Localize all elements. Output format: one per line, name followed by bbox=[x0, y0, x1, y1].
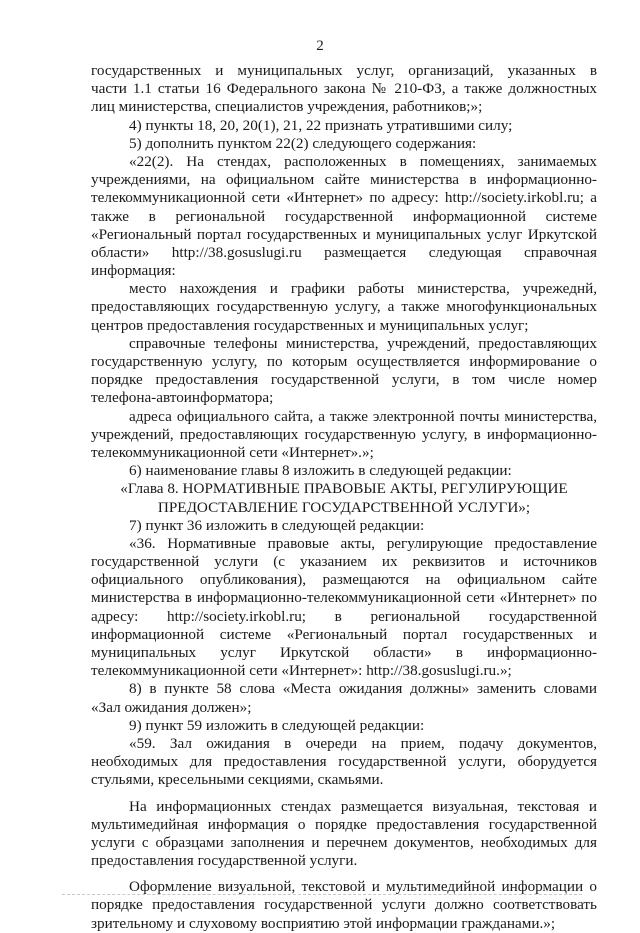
document-line: зрительному и слуховому восприятию этой информации гражданами.»; bbox=[91, 914, 556, 932]
document-body bbox=[91, 62, 597, 933]
document-line: министерства в информационно-телекоммуникационной сети «Интернет» по bbox=[91, 589, 597, 607]
document-line: информация: bbox=[91, 262, 176, 280]
document-line: 4) пункты 18, 20, 20(1), 21, 22 признать утратившими силу; bbox=[129, 116, 513, 134]
document-line: Оформление визуальной, текстовой и мультимедийной информации о bbox=[129, 878, 597, 896]
document-line: 6) наименование главы 8 изложить в следующей редакции: bbox=[129, 462, 512, 480]
document-line: телефона-автоинформатора; bbox=[91, 389, 274, 407]
document-line: также в региональной государственной информационной системе bbox=[91, 207, 597, 225]
document-line: «36. Нормативные правовые акты, регулирующие предоставление bbox=[129, 534, 597, 552]
document-line: официального опубликования), размещаются на официальном сайте bbox=[91, 571, 597, 589]
document-line: лиц министерства, специалистов учреждения, работников;»; bbox=[91, 98, 483, 116]
document-line: адреса официального сайта, а также электронной почты министерства, bbox=[129, 407, 597, 425]
document-line: части 1.1 статьи 16 Федерального закона № 210-ФЗ, а также должностных bbox=[91, 80, 597, 98]
document-line: место нахождения и графики работы министерства, учрежеднй, bbox=[129, 280, 597, 298]
document-line: 5) дополнить пунктом 22(2) следующего содержания: bbox=[129, 134, 477, 152]
document-line: государственной услуги (с указанием их реквизитов и источников bbox=[91, 553, 597, 571]
document-line: На информационных стендах размещается визуальная, текстовая и bbox=[129, 797, 597, 815]
document-line: необходимых для предоставления государственной услуги, оборудуется bbox=[91, 753, 597, 771]
document-line: 7) пункт 36 изложить в следующей редакции: bbox=[129, 516, 425, 534]
document-line: «Глава 8. НОРМАТИВНЫЕ ПРАВОВЫЕ АКТЫ, РЕГУЛИРУЮЩИЕ bbox=[120, 480, 568, 498]
document-line: порядке предоставления государственной услуги, в том числе номер bbox=[91, 371, 597, 389]
document-line: адресу: http://society.irkobl.ru; в региональной государственной bbox=[91, 607, 597, 625]
document-line: «Зал ожидания должен»; bbox=[91, 698, 252, 716]
document-line: государственную услугу, по которым осуществляется информирование о bbox=[91, 353, 597, 370]
document-line: телекоммуникационной сети «Интернет» по адресу: http://society.irkobl.ru; а bbox=[91, 189, 597, 207]
document-line: предоставления государственной услуги. bbox=[91, 852, 358, 870]
document-line: области» http://38.gosuslugi.ru размещается следующая справочная bbox=[91, 243, 597, 261]
document-line: стульями, кресельными секциями, скамьями. bbox=[91, 771, 384, 789]
document-line: государственных и муниципальных услуг, организаций, указанных в bbox=[91, 62, 597, 79]
document-line: предоставляющих государственную услугу, а также многофункциональных bbox=[91, 298, 597, 316]
document-line: телекоммуникационной сети «Интернет»: http://38.gosuslugi.ru.»; bbox=[91, 662, 512, 680]
document-line: «Региональный портал государственных и муниципальных услуг Иркутской bbox=[91, 225, 597, 243]
document-line: справочные телефоны министерства, учреждений, предоставляющих bbox=[129, 334, 597, 352]
document-line: учреждений, предоставляющих государственную услугу, в информационно- bbox=[91, 425, 597, 443]
document-line: телекоммуникационной сети «Интернет».»; bbox=[91, 443, 374, 461]
page-number: 2 bbox=[316, 38, 324, 54]
document-line: «22(2). На стендах, расположенных в помещениях, занимаемых bbox=[129, 152, 597, 170]
document-line: информационной системе «Региональный портал государственных и bbox=[91, 625, 597, 643]
page-bottom-divider bbox=[62, 894, 582, 896]
document-line: центров предоставления государственных и муниципальных услуг; bbox=[91, 316, 529, 334]
document-line: «59. Зал ожидания в очереди на прием, подачу документов, bbox=[129, 734, 597, 752]
document-line: порядке предоставления государственной услуги должно соответствовать bbox=[91, 896, 597, 914]
document-line: 9) пункт 59 изложить в следующей редакции: bbox=[129, 716, 425, 734]
document-line: мультимедийная информация о порядке предоставления государственной bbox=[91, 815, 597, 833]
document-line: услуги с образцами заполнения и перечнем документов, необходимых для bbox=[91, 833, 597, 851]
document-line: ПРЕДОСТАВЛЕНИЕ ГОСУДАРСТВЕННОЙ УСЛУГИ»; bbox=[157, 498, 531, 516]
document-line: 8) в пункте 58 слова «Места ожидания должны» заменить словами bbox=[129, 680, 597, 698]
document-line: учреждениями, на официальном сайте министерства в информационно- bbox=[91, 171, 597, 189]
document-line: муниципальных услуг Иркутской области» в информационно- bbox=[91, 644, 597, 661]
